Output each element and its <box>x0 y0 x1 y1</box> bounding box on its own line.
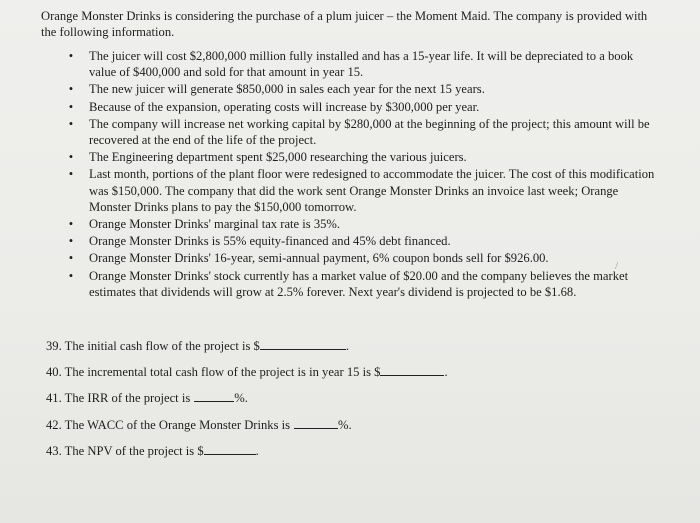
list-item <box>41 166 659 215</box>
question-text: 40. The incremental total cash flow of the project is in year 15 is $ <box>46 365 381 380</box>
question-42 <box>46 416 666 442</box>
bullet-icon: • <box>68 268 74 283</box>
answer-blank[interactable] <box>294 416 338 429</box>
question-text: 43. The NPV of the project is $ <box>46 443 204 458</box>
bullet-icon: • <box>68 116 74 131</box>
bullet-icon: • <box>68 99 74 114</box>
bullet-icon: • <box>68 49 74 63</box>
question-43 <box>46 442 666 468</box>
question-suffix: %. <box>234 391 248 406</box>
question-40 <box>46 363 666 389</box>
bullet-icon: • <box>68 150 74 165</box>
bullet-icon: • <box>68 167 74 182</box>
list-item-text: The company will increase net working capital by $280,000 at the beginning of the project; this amount will be recovered at the end of the life of the project. <box>89 116 650 148</box>
answer-blank[interactable] <box>380 363 444 376</box>
question-suffix: . <box>255 443 259 458</box>
question-text: 41. The IRR of the project is <box>46 391 191 406</box>
list-item <box>41 48 659 80</box>
list-item <box>41 99 659 115</box>
question-suffix: . <box>444 365 448 380</box>
list-item-text: Orange Monster Drinks is 55% equity-financed and 45% debt financed. <box>89 234 451 249</box>
given-information-list <box>41 48 659 301</box>
question-39 <box>46 337 666 363</box>
list-item-text: Last month, portions of the plant floor were redesigned to accommodate the juicer. The cost of this modification was $150,000. The company that did the work sent Orange Monster Drinks an invoice last week; Orange Monster Drinks plans to pay the $150,000 tomorrow. <box>89 167 655 214</box>
bullet-icon: • <box>68 217 74 232</box>
question-41 <box>46 389 666 415</box>
bullet-icon: • <box>68 82 74 97</box>
question-suffix: %. <box>338 417 352 432</box>
list-item <box>41 250 659 266</box>
question-text: 39. The initial cash flow of the project is $ <box>46 339 260 353</box>
list-item <box>41 268 659 300</box>
list-item-text: Because of the expansion, operating costs will increase by $300,000 per year. <box>89 99 480 114</box>
stray-pen-mark: / <box>615 260 619 272</box>
list-item-text: The Engineering department spent $25,000 researching the various juicers. <box>89 150 467 165</box>
bullet-icon: • <box>68 234 74 249</box>
list-item <box>41 233 659 249</box>
list-item-text: The juicer will cost $2,800,000 million fully installed and has a 15-year life. It will be depreciated to a book value of $400,000 and sold for that amount in year 15. <box>89 49 634 80</box>
list-item-text: Orange Monster Drinks' marginal tax rate is 35%. <box>89 217 341 232</box>
list-item-text: The new juicer will generate $850,000 in sales each year for the next 15 years. <box>89 82 485 97</box>
list-item <box>41 216 659 232</box>
answer-blank[interactable] <box>204 442 256 455</box>
intro-paragraph: Orange Monster Drinks is considering the purchase of a plum juicer – the Moment Maid. The company is provided with the following information. <box>41 9 648 40</box>
question-suffix: . <box>345 339 349 353</box>
question-list <box>46 337 666 468</box>
list-item <box>41 116 659 148</box>
question-text: 42. The WACC of the Orange Monster Drinks is <box>46 417 291 432</box>
answer-blank[interactable] <box>194 389 234 402</box>
bullet-icon: • <box>68 251 74 266</box>
list-item <box>41 149 659 165</box>
list-item-text: Orange Monster Drinks' 16-year, semi-annual payment, 6% coupon bonds sell for $926.00. <box>89 251 549 266</box>
answer-blank[interactable] <box>260 337 346 350</box>
list-item <box>41 81 659 97</box>
list-item-text: Orange Monster Drinks' stock currently has a market value of $20.00 and the company believes the market estimates that dividends will grow at 2.5% forever. Next year's dividend is projected to be $1.68. <box>89 268 629 299</box>
